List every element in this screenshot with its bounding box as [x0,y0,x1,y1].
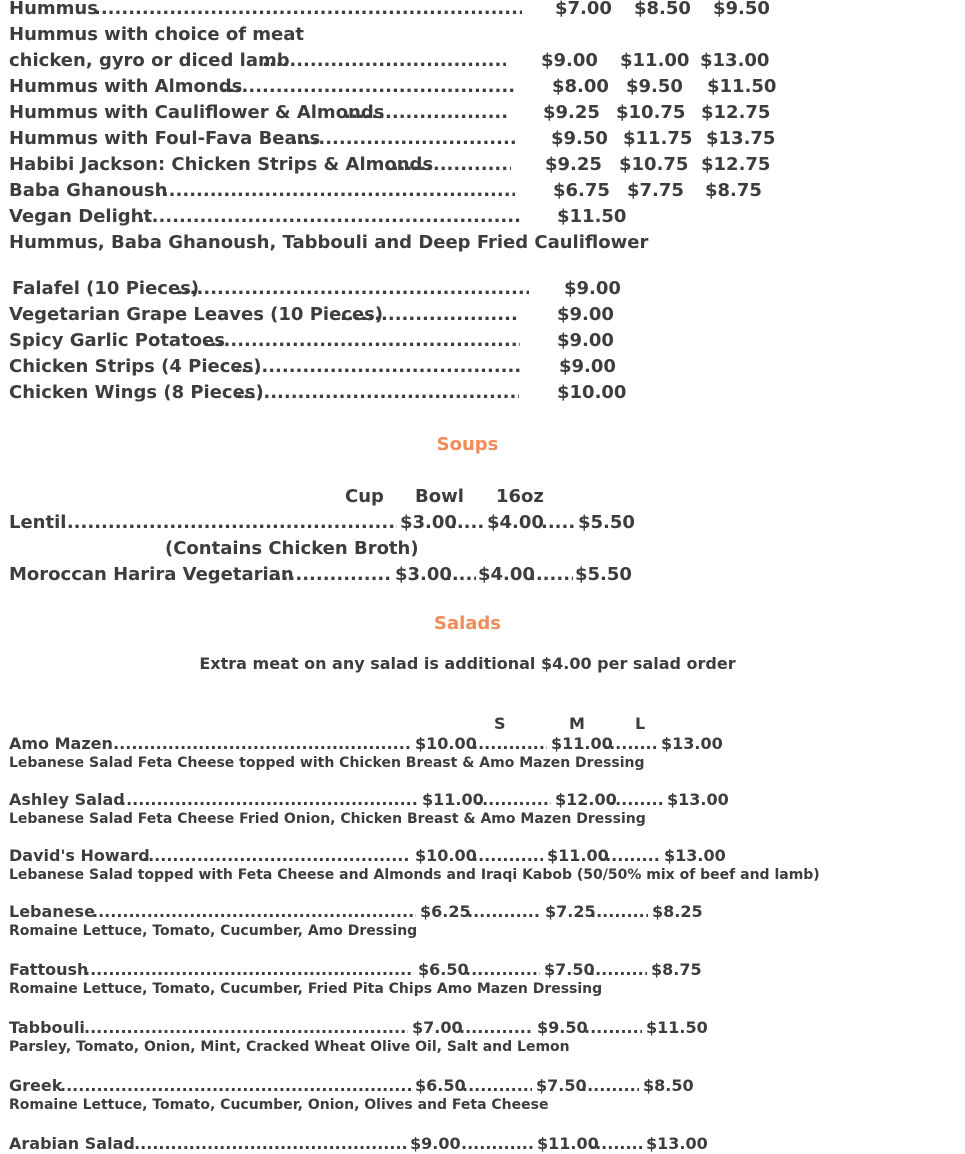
dot-leader [529,564,573,586]
menu-item-name: Greek [9,1076,63,1095]
dot-leader [128,1134,406,1154]
price-large: $12.75 [701,102,771,123]
price-large: $13.00 [661,734,723,753]
dot-leader [155,180,515,202]
price-small: $10.00 [415,734,477,753]
price-large: $11.50 [707,76,777,97]
dot-leader [92,902,416,922]
price: $9.00 [559,356,616,377]
price-medium: $10.75 [619,154,689,175]
dot-leader [590,902,648,922]
dot-leader [138,206,521,228]
menu-item-name: Hummus with choice of meat [9,24,305,45]
menu-item-name: Lebanese [9,902,95,921]
dot-leader [236,382,519,404]
price-small: $6.50 [415,1076,466,1095]
price-small: $9.25 [543,102,600,123]
menu-item-name: Hummus with Foul-Fava Beans [9,128,321,149]
price-16oz: $5.50 [575,564,632,585]
price-large: $8.75 [705,180,762,201]
price-large: $13.00 [700,50,770,71]
price-cup: $3.00 [395,564,452,585]
price-small: $9.50 [551,128,608,149]
soup-note: (Contains Chicken Broth) [165,538,419,559]
size-label: S [494,714,506,733]
size-label: L [635,714,646,733]
price-medium: $9.50 [537,1018,588,1037]
dot-leader [461,1134,533,1154]
menu-item-name: Moroccan Harira Vegetarian [9,564,294,585]
menu-item-name: Chicken Wings (8 Pieces) [9,382,264,403]
dot-leader [589,960,647,980]
menu-item-name: Baba Ghanoush [9,180,168,201]
price-large: $13.00 [667,790,729,809]
dot-leader [467,902,541,922]
price-large: $8.25 [652,902,703,921]
dot-leader [599,846,660,866]
dot-leader [60,512,397,534]
price: $11.50 [557,206,627,227]
price-large: $11.50 [646,1018,708,1037]
menu-item-description: Parsley, Tomato, Onion, Mint, Cracked Wheat Olive Oil, Salt and Lemon [9,1039,570,1055]
menu-item-description: Lebanese Salad Feta Cheese Fried Onion, Chicken Breast & Amo Mazen Dressing [9,811,646,827]
dot-leader [581,1076,639,1096]
price-large: $12.75 [701,154,771,175]
menu-item-name: Arabian Salad [9,1134,135,1153]
price-medium: $8.50 [634,0,691,19]
price-small: $6.25 [420,902,471,921]
menu-item-name: chicken, gyro or diced lamb [9,50,290,71]
price-medium: $7.75 [627,180,684,201]
price-large: $13.75 [706,128,776,149]
dot-leader [472,846,543,866]
dot-leader [340,304,519,326]
menu-item-name: Hummus with Cauliflower & Almonds [9,102,385,123]
price-16oz: $5.50 [578,512,635,533]
price-small: $6.75 [553,180,610,201]
dot-leader [541,512,576,534]
price-medium: $9.50 [626,76,683,97]
price: $10.00 [557,382,627,403]
dot-leader [221,76,516,98]
price-small: $8.00 [552,76,609,97]
price-small: $9.00 [410,1134,461,1153]
price-large: $13.00 [646,1134,708,1153]
dot-leader [589,1134,642,1154]
dot-leader [262,50,506,72]
price-medium: $7.25 [545,902,596,921]
dot-leader [462,1076,532,1096]
dot-leader [344,102,508,124]
price-large: $9.50 [713,0,770,19]
price-medium: $11.75 [623,128,693,149]
salad-note: Extra meat on any salad is additional $4.00 per salad order [199,654,736,673]
dot-leader [465,960,540,980]
price-small: $9.00 [541,50,598,71]
dot-leader [120,790,418,810]
price-cup: $3.00 [400,512,457,533]
price-medium: $11.00 [537,1134,599,1153]
dot-leader [476,790,551,810]
dot-leader [107,734,411,754]
dot-leader [445,564,476,586]
dot-leader [603,734,657,754]
menu-item-description: Lebanese Salad topped with Feta Cheese and Almonds and Iraqi Kabob (50/50% mix of beef and lamb) [9,867,820,883]
menu-item-name: Ashley Salad [9,790,125,809]
menu-item-name: Spicy Garlic Potatoes [9,330,225,351]
price-small: $11.00 [422,790,484,809]
dot-leader [84,960,414,980]
price: $9.00 [557,304,614,325]
menu-item-description: Hummus, Baba Ghanoush, Tabbouli and Deep Fried Cauliflower [9,232,649,253]
dot-leader [609,790,663,810]
menu-item-name: Vegetarian Grape Leaves (10 Pieces) [9,304,384,325]
price: $9.00 [564,278,621,299]
menu-item-name: Hummus [9,0,98,19]
price-medium: $11.00 [547,846,609,865]
price-large: $8.75 [651,960,702,979]
dot-leader [268,564,392,586]
dot-leader [176,278,529,300]
price-medium: $11.00 [620,50,690,71]
price-small: $10.00 [415,846,477,865]
dot-leader [203,330,520,352]
dot-leader [584,1018,642,1038]
menu-item-name: Fattoush [9,960,89,979]
price-small: $6.50 [418,960,469,979]
dot-leader [472,734,547,754]
dot-leader [94,0,522,20]
menu-item-name: Tabbouli [9,1018,85,1037]
menu-item-name: Hummus with Almonds [9,76,243,97]
section-heading: Soups [436,434,499,455]
price-bowl: $4.00 [478,564,535,585]
size-label: M [569,714,585,733]
section-heading: Salads [433,613,502,634]
menu-item-name: Vegan Delight [9,206,153,227]
menu-item-name: Lentil [9,512,67,533]
menu-item-name: Habibi Jackson: Chicken Strips & Almonds [9,154,434,175]
price-medium: $10.75 [616,102,686,123]
dot-leader [142,846,411,866]
size-label: Cup [345,486,384,507]
price: $9.00 [557,330,614,351]
dot-leader [84,1018,408,1038]
price-medium: $7.50 [536,1076,587,1095]
price-medium: $7.50 [544,960,595,979]
price-large: $8.50 [643,1076,694,1095]
price-small: $9.25 [545,154,602,175]
dot-leader [459,1018,533,1038]
dot-leader [450,512,485,534]
price-medium: $12.00 [555,790,617,809]
price-large: $13.00 [664,846,726,865]
menu-item-name: Chicken Strips (4 Pieces) [9,356,262,377]
size-label: 16oz [496,486,544,507]
menu-item-description: Romaine Lettuce, Tomato, Cucumber, Onion, Olives and Feta Cheese [9,1097,549,1113]
price-bowl: $4.00 [487,512,544,533]
menu-item-name: Falafel (10 Pieces) [12,278,200,299]
menu-item-name: David's Howard [9,846,150,865]
price-medium: $11.00 [551,734,613,753]
menu-item-description: Lebanese Salad Feta Cheese topped with Chicken Breast & Amo Mazen Dressing [9,755,645,771]
dot-leader [385,154,511,176]
menu-item-name: Amo Mazen [9,734,113,753]
dot-leader [234,356,522,378]
dot-leader [60,1076,411,1096]
menu-item-description: Romaine Lettuce, Tomato, Cucumber, Amo Dressing [9,923,418,939]
price-small: $7.00 [412,1018,463,1037]
menu-item-description: Romaine Lettuce, Tomato, Cucumber, Fried Pita Chips Amo Mazen Dressing [9,981,603,997]
price-small: $7.00 [555,0,612,19]
size-label: Bowl [415,486,464,507]
dot-leader [291,128,515,150]
